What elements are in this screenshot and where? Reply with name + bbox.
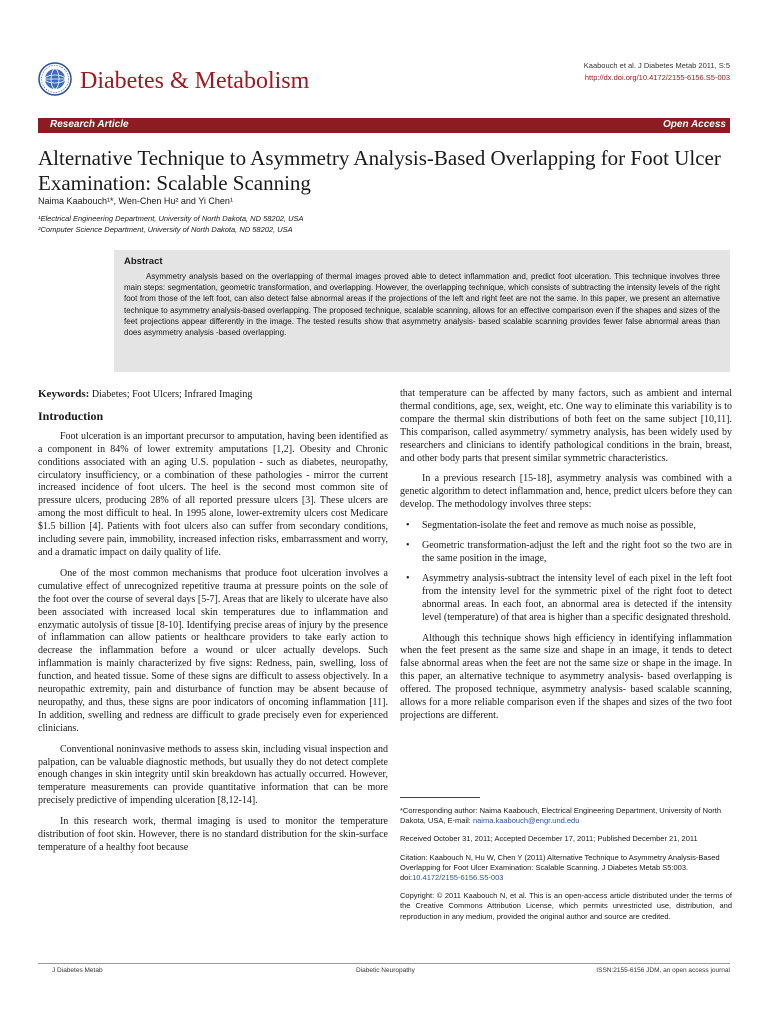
citation-note: [400, 853, 732, 884]
citation-doi-link[interactable]: 10.4172/2155-6156.S5-003: [412, 873, 504, 883]
article-type-band: [38, 118, 730, 133]
paragraph: Conventional noninvasive methods to assess skin, including visual inspection and palpation, can be valuable diagnostic methods, but usually they do not detect complete enough changes in skin integrity until skin breakdown has actually occurred. However, temperature measurements can provide quantitative information that can be more precisely predictive of impending ulceration [8,12-14].: [38, 743, 388, 807]
article-type-label: Research Article: [50, 119, 129, 130]
left-column: [38, 388, 388, 863]
footnotes: [400, 806, 732, 930]
citation-text: Citation: Kaabouch N, Hu W, Chen Y (2011) Alternative Technique to Asymmetry Analysis-Based Overlapping for Foot Ulcer Examination: Scalable Scanning. J Diabetes Metab S5:003. doi:: [400, 852, 720, 883]
affiliation-1: ¹Electrical Engineering Department, University of North Dakota, ND 58202, USA: [38, 214, 304, 223]
paragraph: that temperature can be affected by many factors, such as ambient and internal thermal conditions, age, sex, weight, etc. One way to eliminate this variability is to compare the thermal skin distributions of both feet on the same subject [10,11]. This comparison, called asymmetry/ symmetry analysis, has been widely used by researchers and clinicians to identify pathological conditions in the brain, breast, and other body parts that present similar symmetric characteristics.: [400, 388, 732, 464]
keywords: [38, 388, 388, 402]
keywords-label: Keywords:: [38, 388, 90, 400]
methodology-list: [400, 520, 732, 624]
footer-issn: ISSN:2155-6156 JDM, an open access journal: [596, 967, 730, 974]
paragraph: Foot ulceration is an important precursor to amputation, having been identified as a component in 84% of lower extremity amputations [1,2]. Obesity and Chronic conditions associated with an aging U.S. population - such as diabetes, neuropathy, circulatory insufficiency, or a combination of these pathologies - mirror the current increased incidence of foot ulcers. The heel is the second most common site of pressure ulcers, producing 28% of all reported pressure ulcers [3]. These ulcers are among the most difficult to heal. In 1995 alone, lower-extremity ulcers cost Medicare $1.5 billion [4]. Patients with foot ulcers also can suffer from secondary conditions, including severe pain, immobility, increased infection risks, embarrassment and worry, and a dramatic impact on daily quality of life.: [38, 430, 388, 558]
globe-logo-icon: [38, 62, 72, 96]
affiliation-2: ²Computer Science Department, University of North Dakota, ND 58202, USA: [38, 225, 293, 234]
list-item: • Asymmetry analysis-subtract the intensity level of each pixel in the left foot from the intensity level for the symmetric pixel of the right foot to detect abnormal areas. In each foot, an abnormal area is detected if the intensity level (temperature) of that area is higher than a specific designated threshold.: [400, 573, 732, 625]
open-access-label: Open Access: [663, 119, 726, 130]
footnote-divider: [400, 797, 480, 798]
doi-link[interactable]: http://dx.doi.org/10.4172/2155-6156.S5-003: [584, 73, 730, 82]
citation-block: [584, 60, 730, 84]
right-column: [400, 388, 732, 731]
email-link[interactable]: naima.kaabouch@engr.und.edu: [472, 816, 580, 826]
copyright-note: Copyright: © 2011 Kaabouch N, et al. This is an open-access article distributed under the terms of the Creative Commons Attribution License, which permits unrestricted use, distribution, and reproduction in any medium, provided the original author and source are credited.: [400, 891, 732, 921]
article-title: Alternative Technique to Asymmetry Analysis-Based Overlapping for Foot Ulcer Examination: Scalable Scanning: [38, 146, 721, 195]
list-item: • Segmentation-isolate the feet and remove as much noise as possible,: [400, 520, 732, 533]
journal-name: Diabetes & Metabolism: [80, 68, 310, 94]
introduction-heading: Introduction: [38, 408, 104, 423]
paragraph: In this research work, thermal imaging is used to monitor the temperature distribution of foot skin. However, there is no standard distribution for the skin-surface temperature of a healthy foot because: [38, 816, 388, 853]
list-item: • Geometric transformation-adjust the left and the right foot so the two are in the same position in the image,: [400, 540, 732, 566]
dates-line: Received October 31, 2011; Accepted December 17, 2011; Published December 21, 2011: [400, 834, 698, 844]
journal-header: [0, 0, 768, 110]
footer-divider: [38, 963, 730, 964]
abstract-box: [114, 250, 730, 372]
corresponding-text: *Corresponding author: Naima Kaabouch, Electrical Engineering Department, University of North Dakota, USA, E-mail:: [400, 806, 721, 826]
corresponding-author: [400, 806, 732, 826]
paragraph: One of the most common mechanisms that produce foot ulceration involves a cumulative effect of unrecognized repetitive trauma at pressure points on the sole of the foot over the course of several days [5-7]. Areas that are likely to ulcerate have also been associated with increased local skin temperatures due to inflammation and enzymatic autolysis of tissue [8-10]. Identifying precise areas of injury by the presence of inflammation can allow patients or healthcare providers to take early action to decrease the inflammation before a wound or ulcer actually develops. Such inflammation is mainly characterized by five signs: Redness, pain, swelling, loss of function, and heated tissue. Some of these signs are difficult to assess objectively. In a neuropathic extremity, pain and disturbance of function may be absent because of neuropathy, and thus, these signs are poor indicators of oncoming inflammation [11]. In addition, swelling and redness are difficult to grade precisely even for experienced clinicians.: [38, 567, 388, 734]
abstract-text: Asymmetry analysis based on the overlapping of thermal images proved able to detect inflammation and, predict foot ulceration. This technique involves three main steps: segmentation, geometric transformation, and overlapping. However, the overlapping technique, which consists of subtracting the intensity levels of the right foot from those of the left foot, can also detect false abnormal areas if the projections of the left and right feet are not the same. In this paper, we present an alternative technique to asymmetry analysis-based overlapping. The proposed technique, scalable scanning, allows for an effective comparison even if the shapes and sizes of the feet projections appear differently in the image. The tested results show that asymmetry analysis- based scalable scanning provides fewer false abnormal areas than does asymmetry analysis -based overlapping.: [124, 272, 720, 338]
abstract-heading: Abstract: [124, 256, 163, 267]
footer-section: Diabetic Neuropathy: [356, 967, 415, 974]
author-list: Naima Kaabouch¹*, Wen-Chen Hu² and Yi Chen¹: [38, 196, 233, 206]
paragraph: Although this technique shows high efficiency in identifying inflammation when the feet present as the same size and shape in an image, it tends to detect false abnormal areas when the feet are not the same size or shape in the image. In this paper, an alternative technique to asymmetry analysis- based overlapping is offered. The proposed technique, asymmetry analysis- based scalable scanning, allows for a more reliable comparison even if the shapes and sizes of the two foot projections are different.: [400, 632, 732, 721]
footer-journal: J Diabetes Metab: [52, 967, 103, 974]
keywords-text: Diabetes; Foot Ulcers; Infrared Imaging: [91, 389, 253, 400]
citation-line: Kaabouch et al. J Diabetes Metab 2011, S:5: [583, 61, 730, 70]
paragraph: In a previous research [15-18], asymmetry analysis was combined with a genetic algorithm to detect inflammation and, hence, predict ulcers before they can develop. The methodology involves three steps:: [400, 473, 732, 511]
